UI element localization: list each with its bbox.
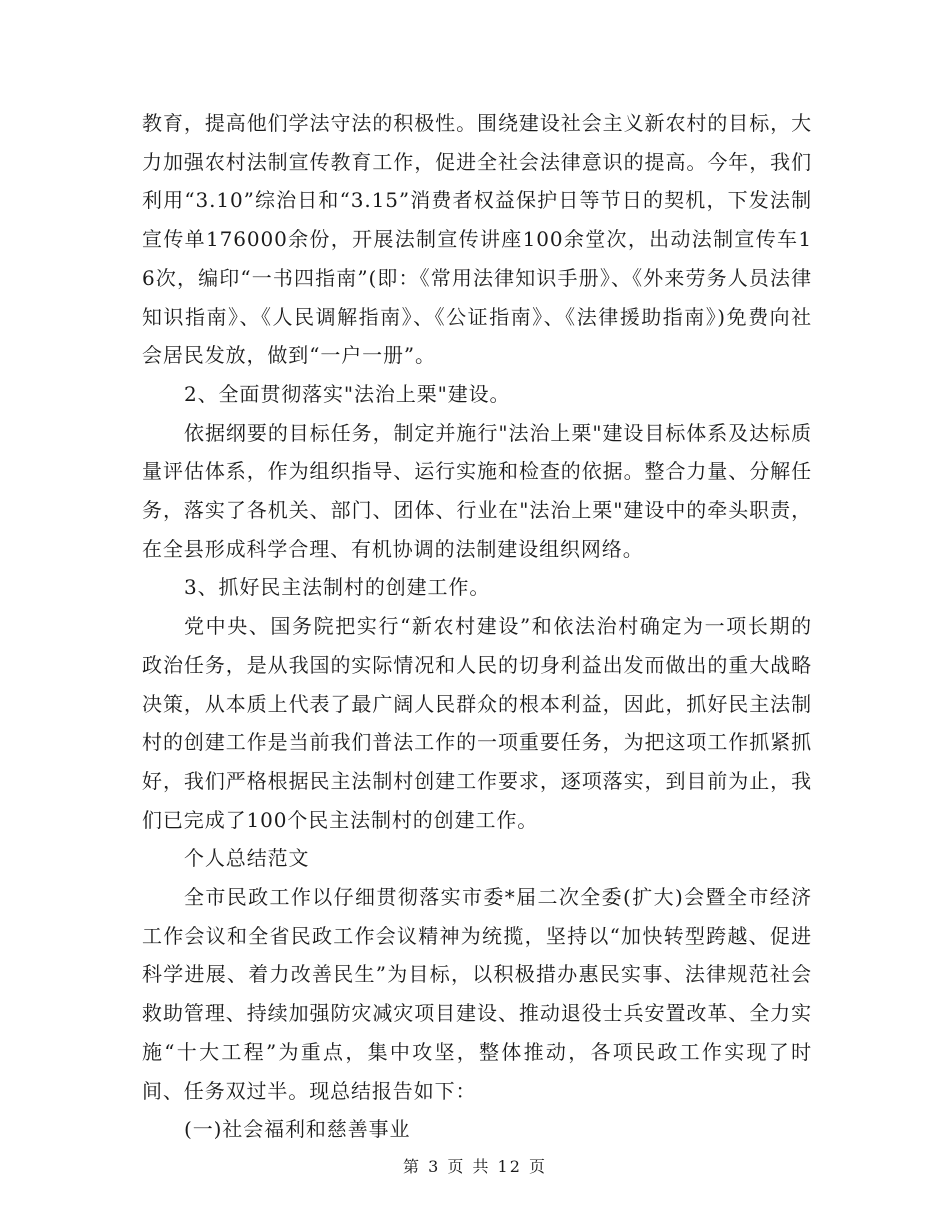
document-title-line: 个人总结范文 (184, 846, 310, 871)
paragraph-1: 教育，提高他们学法守法的积极性。围绕建设社会主义新农村的目标，大力加强农村法制宣传教育工作，促进全社会法律意识的提高。今年，我们利用“3.10”综治日和“3.15”消费者权益保护日等节日的契机，下发法制宣传单176000余份，开展法制宣传讲座100余堂次，出动法制宣传车16次，编印“一书四指南”(即：《常用法律知识手册》、《外来劳务人员法律知识指南》、《人民调解指南》、《公证指南》、《法律援助指南》)免费向社会居民发放，做到“一户一册”。 (142, 111, 812, 368)
section-heading-1: (一)社会福利和慈善事业 (184, 1117, 411, 1142)
section-heading-3: 3、抓好民主法制村的创建工作。 (184, 575, 491, 600)
paragraph-5: 党中央、国务院把实行“新农村建设”和依法治村确定为一项长期的政治任务，是从我国的实际情况和人民的切身利益出发而做出的重大战略决策，从本质上代表了最广阔人民群众的根本利益，因此，抓好民主法制村的创建工作是当前我们普法工作的一项重要任务，为把这项工作抓紧抓好，我们严格根据民主法制村创建工作要求，逐项落实，到目前为止，我们已完成了100个民主法制村的创建工作。 (142, 614, 812, 832)
paragraph-3: 依据纲要的目标任务，制定并施行"法治上栗"建设目标体系及达标质量评估体系，作为组织指导、运行实施和检查的依据。整合力量、分解任务，落实了各机关、部门、团体、行业在"法治上栗"建设中的牵头职责，在全县形成科学合理、有机协调的法制建设组织网络。 (142, 420, 812, 561)
paragraph-7: 全市民政工作以仔细贯彻落实市委*届二次全委(扩大)会暨全市经济工作会议和全省民政工作会议精神为统揽，坚持以“加快转型跨越、促进科学进展、着力改善民生”为目标，以积极措办惠民实事、法律规范社会救助管理、持续加强防灾减灾项目建设、推动退役士兵安置改革、全力实施“十大工程”为重点，集中攻坚，整体推动，各项民政工作实现了时间、任务双过半。现总结报告如下： (142, 885, 812, 1103)
document-body (142, 104, 812, 1149)
page-number-footer: 第 3 页 共 12 页 (403, 1157, 547, 1176)
section-heading-2: 2、全面贯彻落实"法治上栗"建设。 (184, 381, 511, 406)
